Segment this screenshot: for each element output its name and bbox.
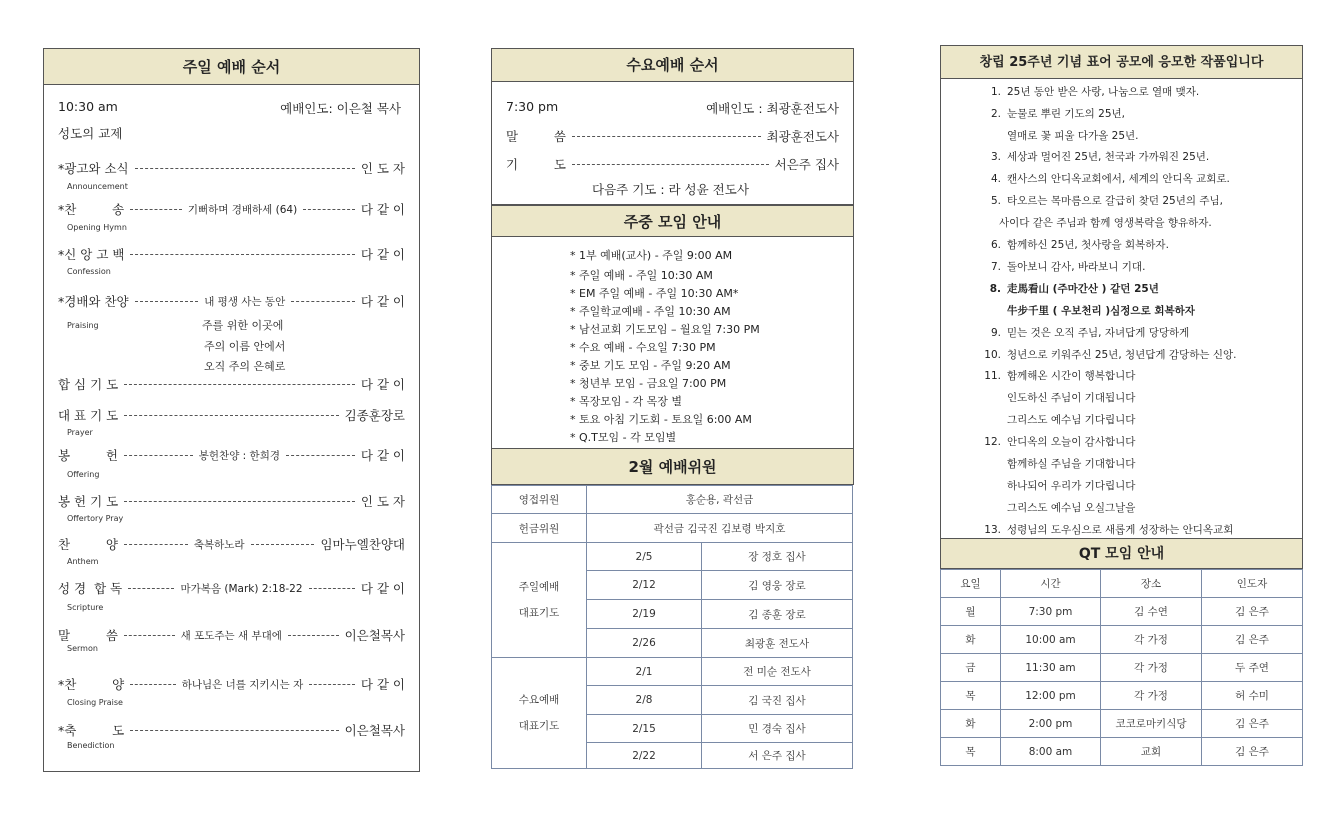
- slogan-number: 4.: [990, 173, 1001, 185]
- qt-row: [941, 654, 1303, 682]
- qt-leader: 김 은주: [1202, 598, 1303, 626]
- qt-leader: 두 주연: [1202, 654, 1303, 682]
- slogan-line: [979, 149, 1209, 164]
- sunday-service-title: 주일 예배 순서: [44, 49, 419, 85]
- slogan-text: 사이다 같은 주님과 함께 영생복락을 향유하자.: [999, 217, 1212, 229]
- qt-place: 각 가정: [1101, 654, 1202, 682]
- wednesday-item-label: 말 씀: [506, 129, 566, 144]
- qt-header-day: 요일: [941, 570, 1001, 598]
- offering-names: 곽선금 김국진 김보령 박지호: [587, 514, 853, 543]
- qt-leader: 김 은주: [1202, 626, 1303, 654]
- wednesday-item-leader: 최광훈전도사: [766, 129, 839, 144]
- weekday-meetings-panel: [491, 204, 854, 449]
- slogan-line: [979, 434, 1135, 449]
- order-item: [58, 492, 405, 510]
- slogan-line: [979, 478, 1135, 493]
- qt-place: 김 수연: [1101, 598, 1202, 626]
- slogan-number: 5.: [990, 195, 1001, 207]
- slogan-number: 10.: [984, 349, 1001, 361]
- slogan-line: [971, 215, 1212, 230]
- order-item-english: Offering: [67, 470, 100, 479]
- order-item-detail: 내 평생 사는 동안: [204, 295, 286, 308]
- order-item-leader: 이은철목사: [344, 628, 405, 643]
- qt-meeting-panel: [940, 538, 1303, 766]
- order-item-label: 성 경 합 독: [58, 581, 123, 596]
- qt-leader: 허 수미: [1202, 682, 1303, 710]
- praise-line: 주의 이름 안에서: [204, 340, 286, 353]
- offering-label: 헌금위원: [492, 514, 587, 543]
- order-item: [58, 626, 405, 644]
- duty-name: 최광훈 전도사: [702, 629, 853, 658]
- slogan-line: [979, 412, 1135, 427]
- slogan-number: 3.: [990, 151, 1001, 163]
- slogan-text: 성령님의 도우심으로 새롭게 성장하는 안디옥교회: [1007, 524, 1234, 536]
- slogan-text: 그리스도 예수님 오실그날을: [1007, 502, 1136, 514]
- qt-meeting-title: QT 모임 안내: [940, 538, 1303, 569]
- duty-date: 2/26: [587, 629, 702, 658]
- slogan-text: 세상과 멀어진 25년, 천국과 가까워진 25년.: [1007, 151, 1210, 163]
- duty-date: 2/15: [587, 715, 702, 743]
- order-item-label: *찬 송: [58, 202, 125, 217]
- feb-worship-panel: [491, 448, 854, 766]
- slogan-line: [979, 325, 1189, 340]
- slogan-number: 8.: [989, 283, 1001, 295]
- slogan-text: 열매로 꽃 피울 다가올 25년.: [1007, 130, 1139, 142]
- qt-time: 2:00 pm: [1001, 710, 1101, 738]
- duty-name: 김 종훈 장로: [702, 600, 853, 629]
- order-item: [58, 159, 405, 177]
- duty-name: 서 은주 집사: [702, 743, 853, 769]
- qt-time: 11:30 am: [1001, 654, 1101, 682]
- sunday-service-panel: [43, 48, 420, 772]
- qt-row: [941, 738, 1303, 766]
- qt-place: 각 가정: [1101, 626, 1202, 654]
- order-item-english: Offertory Pray: [67, 514, 124, 523]
- slogan-line: [979, 106, 1125, 121]
- order-item-leader: 다 같 이: [360, 202, 406, 217]
- slogan-number: 12.: [984, 436, 1001, 448]
- qt-header-place: 장소: [1101, 570, 1202, 598]
- slogan-text: 돌아보니 감사, 바라보니 기대.: [1007, 261, 1146, 273]
- qt-header-time: 시간: [1001, 570, 1101, 598]
- order-item-label: *광고와 소식: [58, 161, 129, 176]
- slogan-text: 인도하신 주님이 기대됩니다: [1007, 392, 1136, 404]
- duty-date: 2/19: [587, 600, 702, 629]
- meeting-item: * 목장모임 - 각 목장 별: [570, 395, 682, 408]
- qt-place: 코코로마키식당: [1101, 710, 1202, 738]
- order-item: [58, 406, 405, 424]
- duty-date: 2/22: [587, 743, 702, 769]
- wednesday-service-title: 수요예배 순서: [492, 49, 853, 82]
- order-item-english: Announcement: [67, 182, 128, 191]
- qt-header-leader: 인도자: [1202, 570, 1303, 598]
- slogan-text: 그리스도 예수님 기다립니다: [1007, 414, 1136, 426]
- wednesday-leader: 예배인도 : 최광훈전도사: [706, 101, 839, 116]
- order-item-english: Opening Hymn: [67, 223, 127, 232]
- duty-name: 민 경숙 집사: [702, 715, 853, 743]
- anniversary-slogans-panel: [940, 45, 1303, 539]
- order-item-label: *축 도: [58, 723, 125, 738]
- order-item-label: 찬 양: [58, 537, 118, 552]
- qt-leader: 김 은주: [1202, 738, 1303, 766]
- order-item-english: Praising: [67, 321, 99, 330]
- slogan-line: [979, 500, 1135, 515]
- qt-time: 7:30 pm: [1001, 598, 1101, 626]
- order-item: [58, 292, 405, 310]
- weekday-meetings-title: 주중 모임 안내: [492, 205, 853, 237]
- order-item-detail: 축복하노라: [193, 538, 245, 551]
- qt-day: 목: [941, 682, 1001, 710]
- qt-leader: 김 은주: [1202, 710, 1303, 738]
- qt-day: 화: [941, 626, 1001, 654]
- slogan-line: [979, 237, 1169, 252]
- slogan-text: 청년으로 키워주신 25년, 청년답게 감당하는 신앙.: [1007, 349, 1237, 361]
- order-item-english: Prayer: [67, 428, 93, 437]
- sunday-prayer-label-line: 대표기도: [518, 607, 560, 619]
- slogan-text: 타오르는 목마름으로 갈급히 찾던 25년의 주님,: [1007, 195, 1223, 207]
- qt-row: [941, 598, 1303, 626]
- order-item-leader: 김종훈장로: [344, 408, 405, 423]
- praise-line: 오직 주의 은혜로: [204, 360, 286, 373]
- order-item-english: Confession: [67, 267, 111, 276]
- order-item-leader: 이은철목사: [344, 723, 405, 738]
- order-item: [58, 200, 405, 218]
- greeter-names: 홍순용, 곽선금: [587, 486, 853, 514]
- order-item-english: Closing Praise: [67, 698, 123, 707]
- slogan-number: 1.: [990, 86, 1001, 98]
- slogan-text: 함께해온 시간이 행복합니다: [1007, 370, 1136, 382]
- qt-time: 8:00 am: [1001, 738, 1101, 766]
- slogan-number: 7.: [990, 261, 1001, 273]
- order-item-leader: 다 같 이: [360, 677, 406, 692]
- greeter-label: 영접위원: [492, 486, 587, 514]
- order-item: [58, 721, 405, 739]
- meeting-item: * 중보 기도 모임 - 주일 9:20 AM: [570, 359, 731, 372]
- qt-place: 교회: [1101, 738, 1202, 766]
- qt-row: [941, 710, 1303, 738]
- meeting-item: * 주일학교예배 - 주일 10:30 AM: [570, 305, 731, 318]
- order-item-leader: 임마누엘찬양대: [320, 537, 406, 552]
- order-item-detail: 봉헌찬양 : 한희경: [198, 449, 280, 462]
- slogan-line: [979, 128, 1138, 143]
- slogan-line: [979, 84, 1199, 99]
- slogan-text: 하나되어 우리가 기다립니다: [1007, 480, 1136, 492]
- duty-date: 2/1: [587, 658, 702, 686]
- qt-day: 화: [941, 710, 1001, 738]
- wednesday-item: [506, 155, 839, 173]
- order-item: [58, 675, 405, 693]
- wednesday-item: [506, 127, 839, 145]
- order-item-detail: 마가복음 (Mark) 2:18-22: [180, 582, 303, 595]
- wednesday-item-leader: 서은주 집사: [774, 157, 839, 172]
- slogan-line: [979, 368, 1135, 383]
- duty-name: 장 정호 집사: [702, 543, 853, 571]
- slogan-text: 함께하실 주님을 기대합니다: [1007, 458, 1136, 470]
- slogan-number: 6.: [990, 239, 1001, 251]
- qt-time: 12:00 pm: [1001, 682, 1101, 710]
- slogan-line: [979, 390, 1135, 405]
- slogan-line: [979, 522, 1233, 537]
- order-item-leader: 다 같 이: [360, 448, 406, 463]
- slogan-text: 牛步千里 ( 우보천리 )심정으로 회복하자: [1007, 305, 1195, 317]
- order-item-english: Anthem: [67, 557, 99, 566]
- order-item: [58, 579, 405, 597]
- slogan-line: [979, 259, 1145, 274]
- order-item-leader: 다 같 이: [360, 377, 405, 392]
- duty-date: 2/12: [587, 571, 702, 600]
- order-item-label: *찬 양: [58, 677, 125, 692]
- order-item-label: *경배와 찬양: [58, 294, 129, 309]
- order-item: [58, 375, 405, 393]
- order-item-label: 말 씀: [58, 628, 118, 643]
- wednesday-time: 7:30 pm: [506, 99, 559, 114]
- meeting-item: * 토요 아침 기도회 - 토요일 6:00 AM: [570, 413, 752, 426]
- slogan-line: [979, 347, 1236, 362]
- meeting-item: * Q.T모임 - 각 모임별: [570, 431, 677, 444]
- qt-time: 10:00 am: [1001, 626, 1101, 654]
- fellowship-label: 성도의 교제: [58, 126, 123, 141]
- praise-line: 주를 위한 이곳에: [202, 319, 284, 332]
- qt-day: 목: [941, 738, 1001, 766]
- duty-name: 전 미순 전도사: [702, 658, 853, 686]
- sunday-prayer-label: [492, 543, 587, 658]
- order-item-leader: 인 도 자: [360, 494, 405, 509]
- meeting-item: * 남선교회 기도모임 – 월요일 7:30 PM: [570, 323, 760, 336]
- qt-row: [941, 682, 1303, 710]
- slogan-number: 2.: [990, 108, 1001, 120]
- order-item-leader: 인 도 자: [360, 161, 405, 176]
- slogan-text: 25년 동안 받은 사랑, 나눔으로 열매 맺자.: [1007, 86, 1200, 98]
- meeting-item: * 수요 예배 - 수요일 7:30 PM: [570, 341, 716, 354]
- duty-date: 2/8: [587, 686, 702, 715]
- order-item-label: 대 표 기 도: [58, 408, 119, 423]
- order-item-english: Scripture: [67, 603, 104, 612]
- qt-day: 월: [941, 598, 1001, 626]
- wednesday-item-label: 기 도: [506, 157, 566, 172]
- meeting-item: * 청년부 모임 - 금요일 7:00 PM: [570, 377, 727, 390]
- qt-meeting-table: [940, 569, 1303, 766]
- order-item-leader: 다 같 이: [360, 581, 406, 596]
- slogan-line: [979, 303, 1195, 318]
- order-item: [58, 446, 405, 464]
- slogan-text: 캔사스의 안디옥교회에서, 세계의 안디옥 교회로.: [1007, 173, 1230, 185]
- anniversary-title: 창립 25주년 기념 표어 공모에 응모한 작품입니다: [941, 46, 1302, 79]
- slogan-line: [979, 171, 1230, 186]
- wednesday-prayer-label-line: 수요예배: [518, 694, 560, 706]
- order-item-detail: 새 포도주는 새 부대에: [180, 629, 282, 642]
- wednesday-prayer-label: [492, 658, 587, 769]
- order-item-label: 봉 헌: [58, 448, 118, 463]
- order-item-label: *신 앙 고 백: [58, 247, 125, 262]
- slogan-text: 走馬看山 (주마간산 ) 같던 25년: [1007, 283, 1159, 295]
- slogan-number: 11.: [984, 370, 1001, 382]
- feb-worship-table: [491, 485, 853, 769]
- order-item-label: 합 심 기 도: [58, 377, 119, 392]
- order-item-leader: 다 같 이: [360, 294, 405, 309]
- meeting-item: * 주일 예배 - 주일 10:30 AM: [570, 269, 713, 282]
- sunday-leader: 예배인도: 이은철 목사: [280, 101, 401, 116]
- duty-name: 김 국진 집사: [702, 686, 853, 715]
- order-item: [58, 535, 405, 553]
- slogan-line: [979, 281, 1159, 296]
- meeting-item: * EM 주일 예배 - 주일 10:30 AM*: [570, 287, 739, 300]
- order-item-leader: 다 같 이: [360, 247, 405, 262]
- slogan-number: 13.: [984, 524, 1001, 536]
- slogan-text: 눈물로 뿌린 기도의 25년,: [1007, 108, 1125, 120]
- duty-date: 2/5: [587, 543, 702, 571]
- qt-day: 금: [941, 654, 1001, 682]
- next-week-prayer: 다음주 기도 : 라 성윤 전도사: [592, 182, 749, 197]
- order-item: [58, 245, 405, 263]
- order-item-detail: 기뻐하며 경배하세 (64): [187, 203, 298, 216]
- slogan-line: [979, 456, 1135, 471]
- slogan-text: 함께하신 25년, 첫사랑을 회복하자.: [1007, 239, 1169, 251]
- order-item-detail: 하나님은 너를 지키시는 자: [181, 678, 304, 691]
- order-item-english: Sermon: [67, 644, 98, 653]
- meeting-item: * 1부 예배(교사) - 주일 9:00 AM: [570, 249, 733, 262]
- order-item-english: Benediction: [67, 741, 115, 750]
- qt-place: 각 가정: [1101, 682, 1202, 710]
- slogan-text: 안디옥의 오늘이 감사합니다: [1007, 436, 1136, 448]
- slogan-text: 믿는 것은 오직 주님, 자녀답게 당당하게: [1007, 327, 1190, 339]
- wednesday-prayer-label-line: 대표기도: [518, 720, 560, 732]
- feb-worship-title: 2월 예배위원: [491, 448, 854, 485]
- duty-name: 김 영웅 장로: [702, 571, 853, 600]
- order-item-label: 봉 헌 기 도: [58, 494, 119, 509]
- sunday-time: 10:30 am: [58, 99, 118, 114]
- wednesday-service-panel: [491, 48, 854, 205]
- qt-row: [941, 626, 1303, 654]
- slogan-number: 9.: [990, 327, 1001, 339]
- slogan-line: [979, 193, 1223, 208]
- sunday-prayer-label-line: 주일예배: [518, 581, 560, 593]
